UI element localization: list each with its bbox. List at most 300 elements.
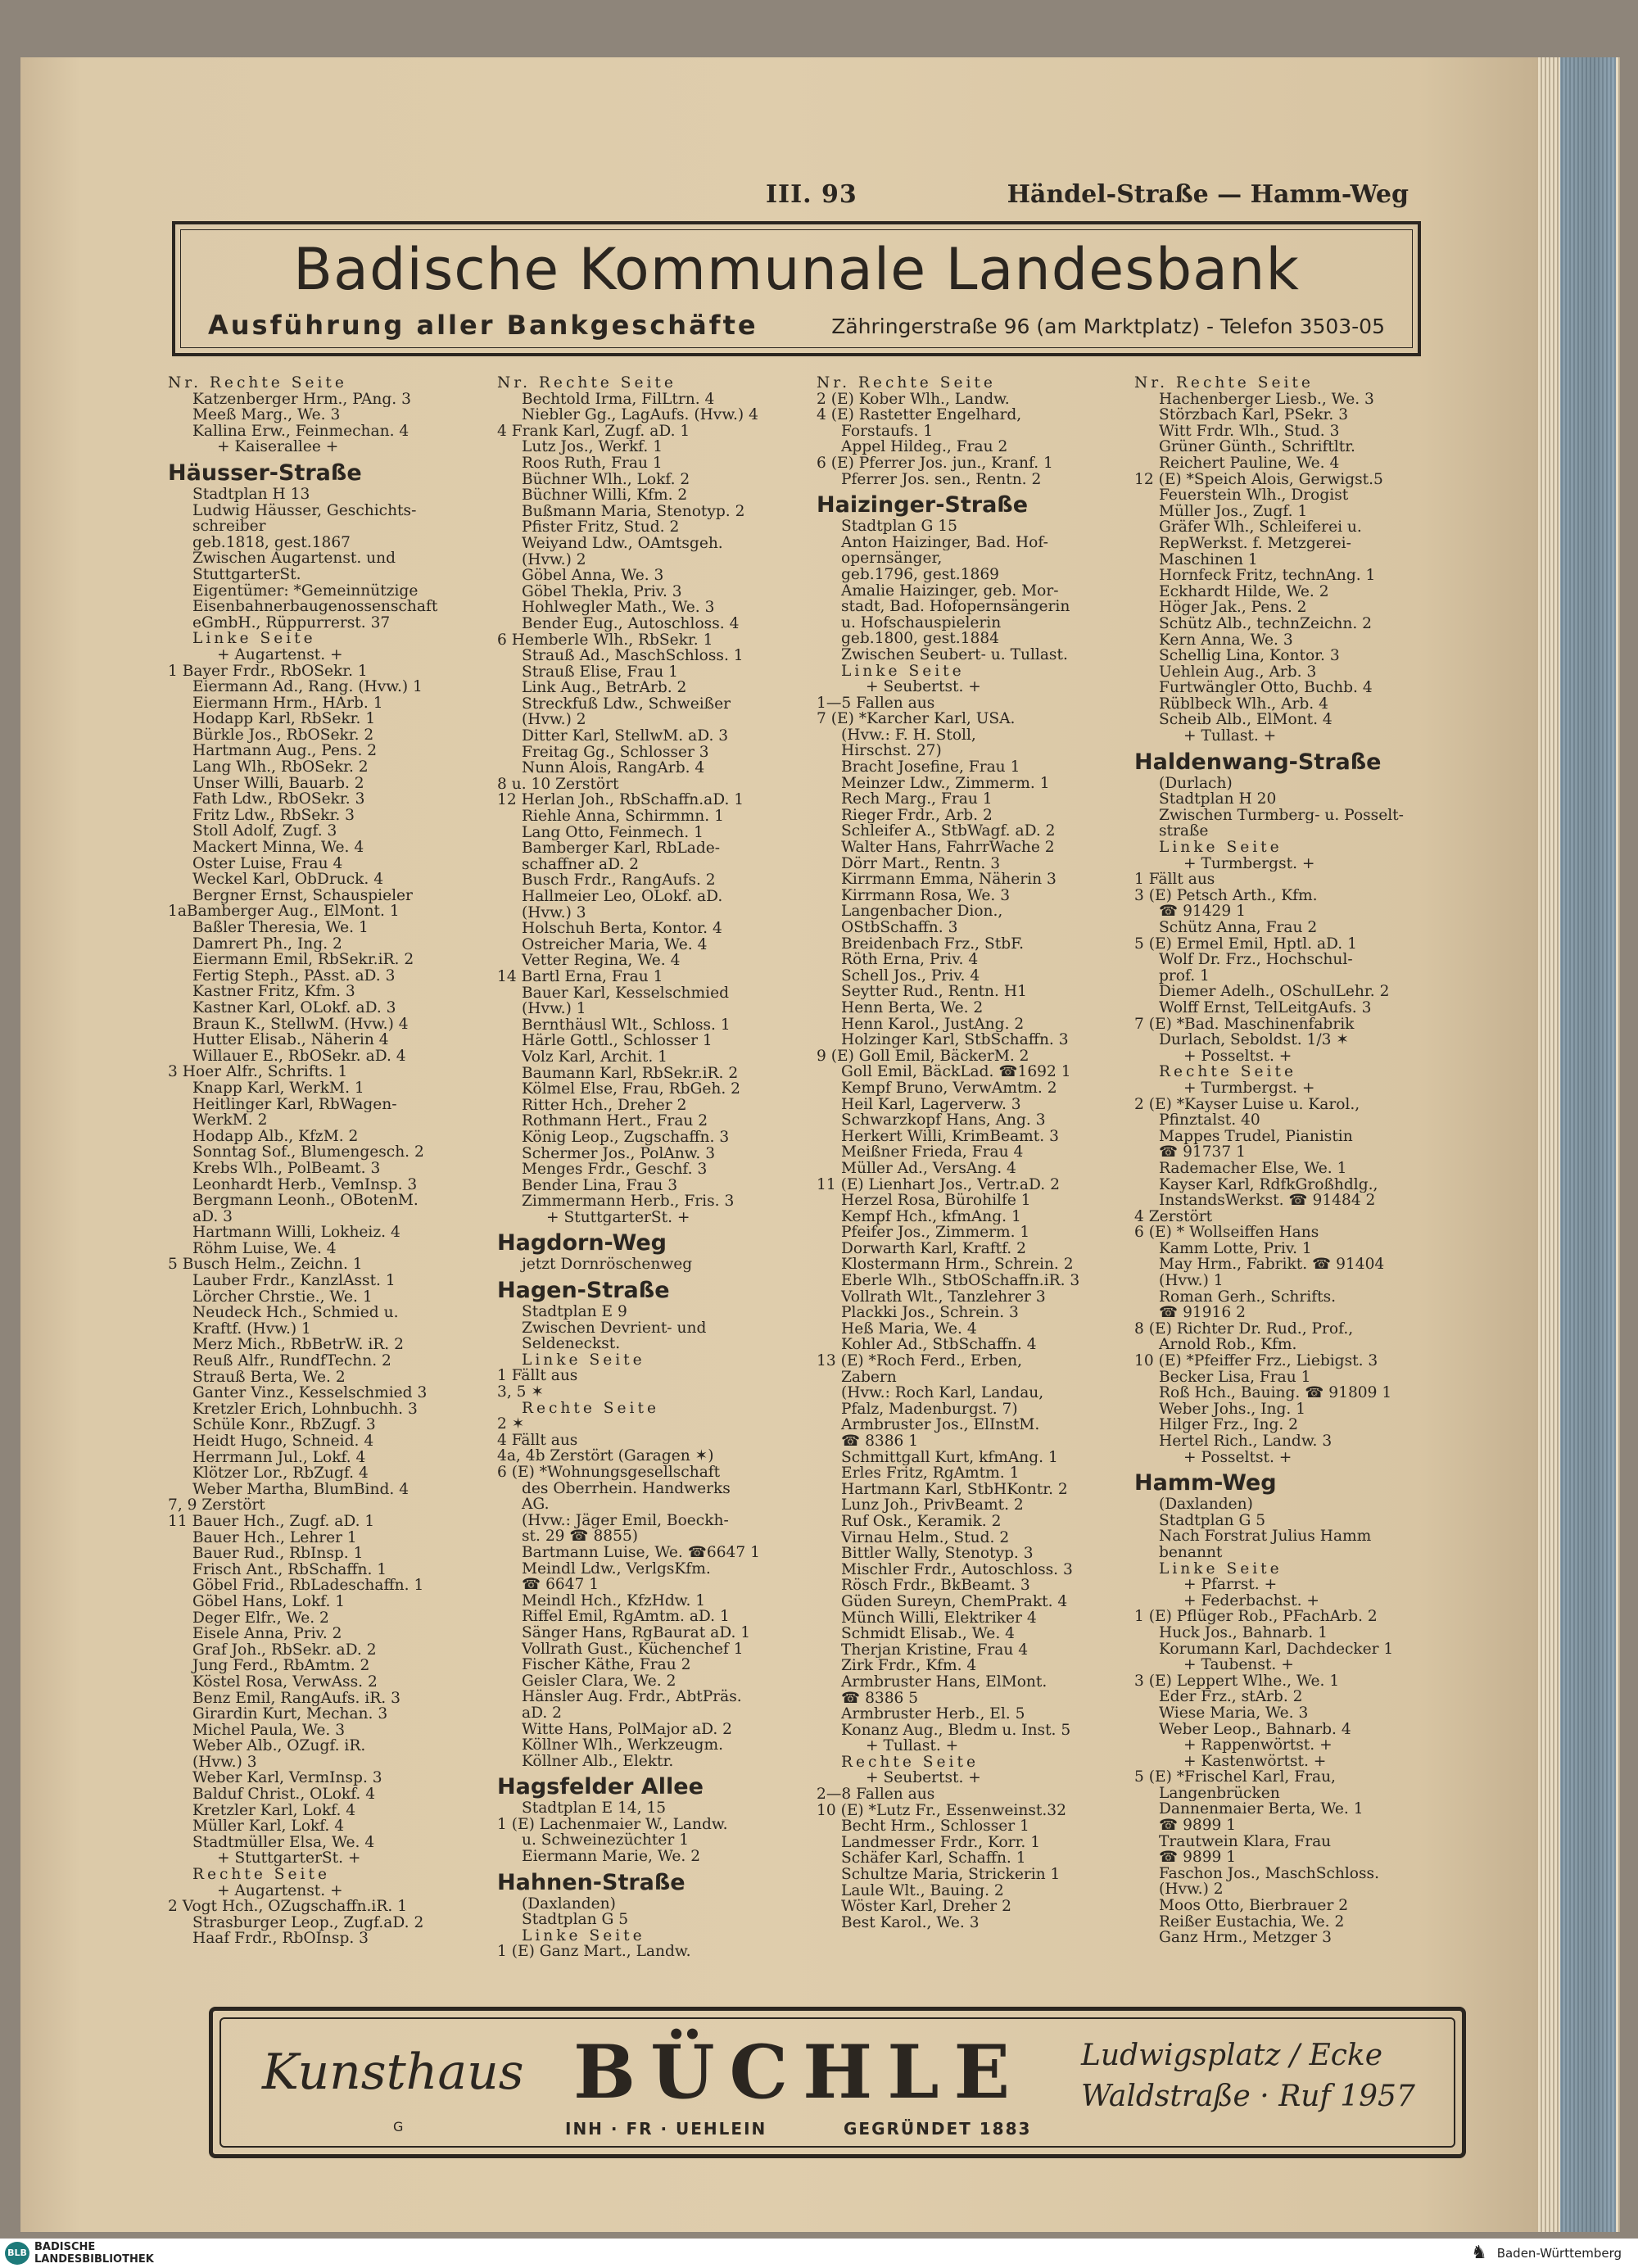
directory-entry: 7 (E) *Karcher Karl, USA. <box>817 711 1016 727</box>
directory-entry: (Hvw.: Jäger Emil, Boeckh- <box>522 1512 729 1529</box>
directory-entry: Wolf Dr. Frz., Hochschul- <box>1159 952 1353 968</box>
directory-entry: Stadtplan G 15 <box>841 518 957 535</box>
directory-entry: 10 (E) *Pfeiffer Frz., Liebigst. 3 <box>1134 1353 1378 1369</box>
directory-entry: Oster Luise, Frau 4 <box>192 855 343 872</box>
directory-entry: Stadtplan G 5 <box>1159 1512 1266 1529</box>
directory-entry: prof. 1 <box>1159 967 1210 985</box>
directory-entry: Pfister Fritz, Stud. 2 <box>522 519 680 536</box>
directory-entry: 6 (E) Pferrer Jos. jun., Kranf. 1 <box>817 455 1053 472</box>
directory-entry: Meißner Frieda, Frau 4 <box>841 1144 1024 1161</box>
directory-entry: + Posseltst. + <box>1183 1449 1292 1466</box>
directory-entry: 4 Frank Karl, Zugf. aD. 1 <box>497 423 690 440</box>
directory-entry: Witt Frdr. Wlh., Stud. 3 <box>1159 423 1340 440</box>
directory-entry: Michel Paula, We. 3 <box>192 1722 346 1739</box>
street-heading-text: Hagsfelder Allee <box>497 1774 704 1800</box>
directory-entry: Schütz Anna, Frau 2 <box>1159 920 1318 936</box>
directory-entry: Reuß Alfr., RundfTechn. 2 <box>192 1353 391 1369</box>
ad-mark: G <box>393 2119 404 2134</box>
directory-entry: 1 (E) Lachenmaier W., Landw. <box>497 1816 728 1833</box>
directory-entry: Stadtplan H 13 <box>192 486 310 503</box>
directory-entry: Eckhardt Hilde, We. 2 <box>1159 583 1329 600</box>
directory-entry: Fertig Steph., PAsst. aD. 3 <box>192 967 396 985</box>
directory-entry: Kamm Lotte, Priv. 1 <box>1159 1240 1312 1257</box>
directory-entry: u. Schweinezüchter 1 <box>522 1832 690 1849</box>
directory-entry: Kirrmann Rosa, We. 3 <box>841 887 1011 904</box>
directory-entry: + Kastenwörtst. + <box>1183 1753 1327 1770</box>
directory-entry: Münch Willi, Elektriker 4 <box>841 1609 1037 1627</box>
directory-entry: Seytter Rud., Rentn. H1 <box>841 984 1027 1000</box>
directory-entry: 6 (E) *Wohnungsgesellschaft <box>497 1464 721 1481</box>
directory-entry: Hilger Frz., Ing. 2 <box>1159 1417 1299 1433</box>
directory-entry: geb.1796, gest.1869 <box>841 566 1000 583</box>
directory-entry: Bürkle Jos., RbOSekr. 2 <box>192 727 374 744</box>
directory-entry: (Daxlanden) <box>1159 1496 1253 1513</box>
directory-entry: Bamberger Karl, RbLade- <box>522 840 721 857</box>
directory-entry: ☎ 6647 1 <box>522 1577 600 1593</box>
directory-entry: Armbruster Jos., ElInstM. <box>841 1417 1040 1433</box>
directory-entry: Güden Sureyn, ChemPrakt. 4 <box>841 1593 1068 1610</box>
directory-entry: Weber Alb., OZugf. iR. <box>192 1738 366 1754</box>
directory-entry: Anton Haizinger, Bad. Hof- <box>841 534 1048 551</box>
directory-entry: Büchner Willi, Kfm. 2 <box>522 487 688 504</box>
directory-entry: Hutter Elisab., Näherin 4 <box>192 1032 389 1048</box>
directory-entry: Fath Ldw., RbOSekr. 3 <box>192 791 365 808</box>
directory-entry: Schäfer Karl, Schaffn. 1 <box>841 1850 1026 1867</box>
directory-entry: Härle Gottl., Schlosser 1 <box>522 1033 713 1049</box>
directory-entry: Stadtplan E 14, 15 <box>522 1800 667 1817</box>
directory-entry: Bußmann Maria, Stenotyp. 2 <box>522 503 745 520</box>
directory-entry: Ruf Osk., Keramik. 2 <box>841 1513 1002 1530</box>
directory-entry: Zwischen Seubert- u. Tullast. <box>841 646 1068 663</box>
directory-entry: Hertel Rich., Landw. 3 <box>1159 1433 1333 1450</box>
directory-entry: Strauß Ad., MaschSchloss. 1 <box>522 648 744 664</box>
directory-entry: Streckfuß Ldw., Schweißer <box>522 695 731 713</box>
directory-entry: (Hvw.) 2 <box>522 712 586 729</box>
directory-entry: Girardin Kurt, Mechan. 3 <box>192 1706 388 1723</box>
directory-entry: + Turmbergst. + <box>1183 855 1315 872</box>
directory-entry: Schmittgall Kurt, kfmAng. 1 <box>841 1449 1058 1466</box>
directory-entry: Braun K., StellwM. (Hvw.) 4 <box>192 1016 409 1033</box>
directory-entry: Plackki Jos., Schrein. 3 <box>841 1305 1019 1321</box>
directory-entry: Schütz Alb., technZeichn. 2 <box>1159 615 1373 632</box>
directory-entry: Eiermann Marie, We. 2 <box>522 1849 701 1865</box>
directory-entry: Hodapp Karl, RbSekr. 1 <box>192 711 376 727</box>
directory-entry: Amalie Haizinger, geb. Mor- <box>841 582 1059 600</box>
street-heading-text: Hahnen-Straße <box>497 1869 686 1895</box>
directory-entry: Bender Lina, Frau 3 <box>522 1177 678 1194</box>
blb-line-2: LANDESBIBLIOTHEK <box>34 2253 154 2266</box>
directory-entry: Pfinztalst. 40 <box>1159 1112 1260 1129</box>
directory-entry: Bernthäusl Wlt., Schloss. 1 <box>522 1016 731 1034</box>
directory-entry: Stadtplan H 20 <box>1159 791 1277 808</box>
directory-entry: Bergner Ernst, Schauspieler <box>192 887 413 904</box>
directory-entry: 1 (E) Pflüger Rob., PFachArb. 2 <box>1134 1609 1378 1625</box>
directory-column-1 <box>168 375 491 1947</box>
directory-entry: aD. 3 <box>192 1208 233 1225</box>
directory-entry: Zwischen Augartenst. und <box>192 550 396 567</box>
directory-entry: 1 Bayer Frdr., RbOSekr. 1 <box>168 663 368 680</box>
bank-slogan: Ausführung aller Bankgeschäfte <box>208 310 758 341</box>
directory-entry: Frisch Ant., RbSchaffn. 1 <box>192 1561 387 1578</box>
directory-entry: Haaf Frdr., RbOInsp. 3 <box>192 1931 369 1947</box>
directory-entry: Mackert Minna, We. 4 <box>192 840 364 856</box>
directory-entry: 5 (E) Ermel Emil, Hptl. aD. 1 <box>1134 935 1357 953</box>
directory-entry: Schwarzkopf Hans, Ang. 3 <box>841 1112 1046 1129</box>
street-heading-text: Hagdorn-Weg <box>497 1230 667 1256</box>
directory-entry: Knapp Karl, WerkM. 1 <box>192 1080 364 1097</box>
directory-entry: Herzel Rosa, Bürohilfe 1 <box>841 1193 1031 1209</box>
directory-entry: Meindl Hch., KfzHdw. 1 <box>522 1592 706 1609</box>
directory-entry: Göbel Anna, We. 3 <box>522 568 664 584</box>
directory-entry: Bittler Wally, Stenotyp. 3 <box>841 1546 1034 1562</box>
directory-entry: schreiber <box>192 518 266 535</box>
directory-entry: InstandsWerkst. ☎ 91484 2 <box>1159 1193 1376 1209</box>
bank-name: Badische Kommunale Landesbank <box>293 236 1300 303</box>
directory-entry: Geisler Clara, We. 2 <box>522 1673 676 1690</box>
directory-entry: + StuttgarterSt. + <box>217 1850 361 1867</box>
street-heading <box>497 1273 821 1304</box>
directory-entry: Köllner Wlh., Werkzeugm. <box>522 1737 723 1754</box>
directory-entry: Östreicher Maria, We. 4 <box>522 936 708 953</box>
directory-entry: OStbSchaffn. 3 <box>841 920 958 936</box>
directory-entry: Wöster Karl, Dreher 2 <box>841 1899 1011 1915</box>
directory-entry: Stadtplan G 5 <box>522 1912 629 1928</box>
directory-entry: Herkert Willi, KrimBeamt. 3 <box>841 1128 1059 1145</box>
directory-entry: Bauer Karl, Kesselschmied <box>522 985 730 1002</box>
directory-entry: Meinzer Ldw., Zimmerm. 1 <box>841 775 1050 792</box>
directory-entry: Unser Willi, Bauarb. 2 <box>192 775 364 792</box>
directory-entry: Langenbrücken <box>1159 1785 1280 1802</box>
directory-entry: Bechtold Irma, FilLtrn. 4 <box>522 391 715 408</box>
street-heading <box>497 1225 821 1256</box>
directory-entry: Meeß Marg., We. 3 <box>192 407 341 423</box>
directory-entry: Rösch Frdr., BkBeamt. 3 <box>841 1578 1030 1594</box>
directory-entry: Moos Otto, Bierbrauer 2 <box>1159 1898 1349 1914</box>
directory-entry: 1 (E) Ganz Mart., Landw. <box>497 1944 691 1961</box>
directory-entry: u. Hofschauspielerin <box>841 614 1002 632</box>
directory-entry: Rieger Frdr., Arb. 2 <box>841 807 993 824</box>
directory-entry: ☎ 91429 1 <box>1159 903 1246 920</box>
street-heading-text: Hamm-Weg <box>1134 1470 1277 1496</box>
directory-entry: stadt, Bad. Hofopernsängerin <box>841 599 1070 615</box>
directory-entry: Müller Karl, Lokf. 4 <box>192 1818 345 1835</box>
directory-entry: Kastner Karl, OLokf. aD. 3 <box>192 999 396 1016</box>
directory-entry: Leonhardt Herb., VemInsp. 3 <box>192 1176 418 1193</box>
directory-entry: 4 Zerstört <box>1134 1208 1213 1225</box>
directory-entry: Sonntag Sof., Blumengesch. 2 <box>192 1144 424 1161</box>
directory-entry: Eiermann Emil, RbSekr.iR. 2 <box>192 952 414 968</box>
directory-entry: Lang Otto, Feinmech. 1 <box>522 824 704 841</box>
directory-entry: Arnold Rob., Kfm. <box>1159 1337 1297 1354</box>
directory-entry: + Tullast. + <box>866 1738 959 1754</box>
directory-entry: Becker Lisa, Frau 1 <box>1159 1369 1311 1386</box>
directory-entry: Lauber Frdr., KanzlAsst. 1 <box>192 1273 396 1289</box>
directory-entry: Trautwein Klara, Frau <box>1159 1833 1332 1850</box>
directory-entry: Hornfeck Fritz, technAng. 1 <box>1159 568 1376 584</box>
directory-entry: + Taubenst. + <box>1183 1657 1294 1673</box>
street-heading-text: Haldenwang-Straße <box>1134 749 1382 775</box>
directory-entry: May Hrm., Fabrikt. ☎ 91404 <box>1159 1256 1385 1274</box>
directory-entry: + Augartenst. + <box>217 1882 343 1899</box>
directory-entry: 1—5 Fallen aus <box>817 695 935 712</box>
buechle-advertisement <box>209 2007 1466 2158</box>
directory-entry: Roos Ruth, Frau 1 <box>522 455 663 472</box>
directory-entry: 1 Fällt aus <box>497 1368 578 1385</box>
directory-entry: Weber Martha, BlumBind. 4 <box>192 1481 410 1498</box>
directory-entry: 12 Herlan Joh., RbSchaffn.aD. 1 <box>497 792 744 809</box>
directory-entry: Weber Johs., Ing. 1 <box>1159 1401 1306 1418</box>
directory-entry: Graf Joh., RbSekr. aD. 2 <box>192 1641 377 1659</box>
directory-entry: Benz Emil, RangAufs. iR. 3 <box>192 1690 400 1707</box>
directory-entry: Korumann Karl, Dachdecker 1 <box>1159 1641 1394 1658</box>
directory-entry: ☎ 9899 1 <box>1159 1818 1237 1834</box>
directory-entry: Langenbacher Dion., <box>841 903 1003 920</box>
street-heading <box>1134 745 1458 776</box>
footer-bar <box>0 2239 1638 2268</box>
directory-entry: 2 ✶ <box>497 1416 525 1433</box>
directory-entry: Gräfer Wlh., Schleiferei u. <box>1159 519 1362 536</box>
directory-entry: Hodapp Alb., KfzM. 2 <box>192 1128 359 1145</box>
directory-entry: Hartmann Willi, Lokheiz. 4 <box>192 1225 400 1241</box>
directory-entry: (Hvw.) 1 <box>522 1001 586 1017</box>
directory-entry: 3 (E) Petsch Arth., Kfm. <box>1134 887 1318 904</box>
directory-entry: Breidenbach Frz., StbF. <box>841 935 1025 953</box>
directory-entry: Reißer Eustachia, We. 2 <box>1159 1913 1345 1931</box>
directory-entry: Stadtplan E 9 <box>522 1304 627 1320</box>
street-range: Händel-Straße — Hamm-Weg <box>1007 180 1409 209</box>
directory-entry: Armbruster Hans, ElMont. <box>841 1673 1048 1691</box>
directory-entry: Schüle Konr., RbZugf. 3 <box>192 1417 376 1433</box>
directory-entry: 13 (E) *Roch Ferd., Erben, <box>817 1353 1023 1369</box>
founded-line: GEGRÜNDET 1883 <box>844 2119 1032 2139</box>
directory-entry: Schultze Maria, Strickerin 1 <box>841 1867 1061 1883</box>
directory-entry: Rechte Seite <box>1159 1064 1296 1080</box>
directory-entry: Nunn Alois, RangArb. 4 <box>522 760 705 776</box>
directory-entry: Strauß Elise, Frau 1 <box>522 663 678 681</box>
directory-entry: Kayser Karl, RdfkGroßhdlg., <box>1159 1176 1378 1193</box>
directory-entry: Erles Fritz, RgAmtm. 1 <box>841 1465 1020 1482</box>
directory-entry: Bartmann Luise, We. ☎6647 1 <box>522 1544 760 1561</box>
directory-entry: 2—8 Fallen aus <box>817 1786 935 1803</box>
directory-entry: 8 u. 10 Zerstört <box>497 776 619 793</box>
directory-entry: Bauer Rud., RbInsp. 1 <box>192 1546 364 1562</box>
directory-entry: + Seubertst. + <box>866 679 981 695</box>
bank-address: Zähringerstraße 96 (am Marktplatz) - Telefon 3503-05 <box>831 315 1385 338</box>
directory-entry: Baßler Theresia, We. 1 <box>192 920 369 936</box>
directory-entry: Ganz Hrm., Metzger 3 <box>1159 1930 1332 1946</box>
directory-entry: Ritter Hch., Dreher 2 <box>522 1097 687 1114</box>
directory-entry: Rademacher Else, We. 1 <box>1159 1160 1347 1177</box>
directory-entry: 3 (E) Leppert Wlhe., We. 1 <box>1134 1673 1340 1690</box>
directory-entry: + Posseltst. + <box>1183 1048 1292 1065</box>
directory-entry: Menges Frdr., Geschf. 3 <box>522 1161 708 1178</box>
directory-entry: ☎ 8386 1 <box>841 1433 919 1450</box>
directory-entry: Riehle Anna, Schirmmn. 1 <box>522 808 724 825</box>
directory-entry: Strauß Berta, We. 2 <box>192 1369 346 1386</box>
ad-address-line-2: Waldstraße · Ruf 1957 <box>1081 2080 1415 2113</box>
bw-label[interactable]: Baden-Württemberg <box>1496 2246 1622 2261</box>
directory-entry: Appel Hildeg., Frau 2 <box>841 439 1008 455</box>
directory-entry: 11 Bauer Hch., Zugf. aD. 1 <box>168 1513 375 1530</box>
directory-entry: Henn Karol., JustAng. 2 <box>841 1016 1025 1033</box>
directory-entry: Eigentümer: *Gemeinnützige <box>192 582 419 600</box>
directory-entry: Herrmann Jul., Lokf. 4 <box>192 1449 366 1466</box>
directory-entry: Ludwig Häusser, Geschichts- <box>192 502 417 519</box>
directory-entry: Strasburger Leop., Zugf.aD. 2 <box>192 1914 424 1931</box>
directory-entry: WerkM. 2 <box>192 1112 268 1129</box>
directory-entry: Damrert Ph., Ing. 2 <box>192 935 342 953</box>
directory-entry: Kallina Erw., Feinmechan. 4 <box>192 423 410 440</box>
directory-entry: Forstaufs. 1 <box>841 423 934 440</box>
directory-entry: opernsänger, <box>841 550 943 567</box>
street-heading-text: Hagen-Straße <box>497 1278 670 1304</box>
directory-entry: 4a, 4b Zerstört (Garagen ✶) <box>497 1448 714 1464</box>
street-heading-text: Häusser-Straße <box>168 459 362 486</box>
coat-of-arms-icon: ♞ <box>1471 2243 1487 2263</box>
directory-entry: 3, 5 ✶ <box>497 1384 544 1401</box>
directory-entry: 14 Bartl Erna, Frau 1 <box>497 968 663 985</box>
directory-entry: Pfalz, Madenburgst. 7) <box>841 1401 1018 1418</box>
directory-entry: Nr. Rechte Seite <box>817 375 996 392</box>
directory-entry: Hirschst. 27) <box>841 743 942 760</box>
directory-entry: Eisenbahnerbaugenossenschaft <box>192 599 438 615</box>
directory-entry: Wiese Maria, We. 3 <box>1159 1704 1309 1722</box>
directory-entry: Krebs Wlh., PolBeamt. 3 <box>192 1160 381 1177</box>
directory-entry: 2 (E) Kober Wlh., Landw. <box>817 391 1010 408</box>
directory-entry: König Leop., Zugschaffn. 3 <box>522 1129 730 1146</box>
directory-entry: Röhm Luise, We. 4 <box>192 1240 337 1257</box>
directory-entry: (Hvw.) 2 <box>1159 1881 1224 1899</box>
blb-line-1: BADISCHE <box>34 2241 96 2253</box>
blb-logo-icon[interactable]: BLB <box>5 2242 29 2265</box>
directory-entry: Reichert Pauline, We. 4 <box>1159 455 1340 472</box>
directory-entry: Kraftf. (Hvw.) 1 <box>192 1320 311 1338</box>
directory-entry: Holschuh Berta, Kontor. 4 <box>522 921 722 937</box>
directory-entry: Kölmel Else, Frau, RbGeh. 2 <box>522 1081 740 1098</box>
directory-entry: Scheib Alb., ElMont. 4 <box>1159 712 1333 729</box>
directory-entry: Merz Mich., RbBetrW. iR. 2 <box>192 1337 404 1354</box>
directory-entry: Klostermann Hrm., Schrein. 2 <box>841 1256 1074 1274</box>
directory-entry: 6 (E) * Wollseiffen Hans <box>1134 1225 1319 1241</box>
directory-entry: Bauer Hch., Lehrer 1 <box>192 1529 357 1546</box>
directory-entry: Hänsler Aug. Frdr., AbtPräs. <box>522 1689 742 1705</box>
directory-entry: schaffner aD. 2 <box>522 856 639 873</box>
directory-entry: Nach Forstrat Julius Hamm <box>1159 1528 1372 1545</box>
directory-entry: + Rappenwörtst. + <box>1183 1737 1333 1754</box>
directory-entry: Pfeifer Jos., Zimmerm. 1 <box>841 1225 1030 1241</box>
directory-entry: Freitag Gg., Schlosser 3 <box>522 744 709 761</box>
directory-entry: eGmbH., Rüppurrerst. 37 <box>192 614 391 632</box>
directory-entry: Jung Ferd., RbAmtm. 2 <box>192 1658 370 1674</box>
directory-entry: 12 (E) *Speich Alois, Gerwigst.5 <box>1134 471 1383 488</box>
directory-entry: Höger Jak., Pens. 2 <box>1159 600 1307 616</box>
directory-entry: Durlach, Seboldst. 1/3 ✶ <box>1159 1032 1349 1048</box>
directory-entry: des Oberrhein. Handwerks <box>522 1480 731 1497</box>
directory-entry: 4 (E) Rastetter Engelhard, <box>817 407 1022 423</box>
directory-entry: Kern Anna, We. 3 <box>1159 632 1293 649</box>
directory-entry: Heil Karl, Lagerverw. 3 <box>841 1096 1021 1113</box>
directory-entry: Wolff Ernst, TelLeitgAufs. 3 <box>1159 999 1372 1016</box>
directory-entry: Huck Jos., Bahnarb. 1 <box>1159 1624 1328 1641</box>
directory-entry: Eder Frz., stArb. 2 <box>1159 1689 1303 1705</box>
directory-entry: + Augartenst. + <box>217 646 343 663</box>
directory-entry: Rüblbeck Wlh., Arb. 4 <box>1159 695 1328 713</box>
directory-entry: 8 (E) Richter Dr. Rud., Prof., <box>1134 1320 1354 1338</box>
directory-entry: Müller Ad., VersAng. 4 <box>841 1160 1016 1177</box>
directory-entry: Holzinger Karl, StbSchaffn. 3 <box>841 1032 1069 1048</box>
directory-entry: Virnau Helm., Stud. 2 <box>841 1529 1010 1546</box>
directory-entry: Hartmann Karl, StbHKontr. 2 <box>841 1481 1068 1498</box>
directory-entry: 5 Busch Helm., Zeichn. 1 <box>168 1256 363 1274</box>
directory-entry: Walter Hans, FahrrWache 2 <box>841 840 1055 856</box>
directory-entry: 1 Fällt aus <box>1134 871 1215 888</box>
directory-entry: Hallmeier Leo, OLokf. aD. <box>522 889 723 905</box>
street-heading <box>497 1769 821 1800</box>
directory-entry: Heß Maria, We. 4 <box>841 1320 977 1338</box>
directory-entry: Rechte Seite <box>841 1754 979 1771</box>
ad-address-line-1: Ludwigsplatz / Ecke <box>1081 2039 1383 2072</box>
directory-entry: Linke Seite <box>522 1927 645 1944</box>
kunsthaus-label: Kunsthaus <box>262 2044 524 2101</box>
directory-entry: 2 (E) *Kayser Luise u. Karol., <box>1134 1096 1360 1113</box>
directory-entry: Dorwarth Karl, Kraftf. 2 <box>841 1240 1026 1257</box>
directory-entry: Henn Berta, We. 2 <box>841 999 984 1016</box>
directory-entry: Köllner Alb., Elektr. <box>522 1753 674 1770</box>
directory-entry: Büchner Wlh., Lokf. 2 <box>522 471 690 488</box>
directory-entry: 10 (E) *Lutz Fr., Essenweinst.32 <box>817 1802 1066 1819</box>
directory-entry: Eisele Anna, Priv. 2 <box>192 1626 342 1642</box>
directory-entry: Rechte Seite <box>192 1867 330 1883</box>
book-cover-edge <box>1560 57 1616 2232</box>
directory-entry: Eberle Wlh., StbOSchaffn.iR. 3 <box>841 1273 1080 1289</box>
directory-entry: Fritz Ldw., RbSekr. 3 <box>192 807 355 824</box>
directory-entry: StuttgarterSt. <box>192 566 301 583</box>
directory-entry: Linke Seite <box>841 663 965 680</box>
directory-entry: Lang Wlh., RbOSekr. 2 <box>192 759 369 776</box>
blb-name[interactable] <box>34 2241 154 2266</box>
directory-entry: Goll Emil, BäckLad. ☎1692 1 <box>841 1064 1071 1080</box>
directory-entry: Lutz Jos., Werkf. 1 <box>522 439 663 455</box>
directory-entry: Ditter Karl, StellwM. aD. 3 <box>522 728 729 745</box>
directory-entry: Weber Karl, VermInsp. 3 <box>192 1770 382 1787</box>
directory-entry: Nr. Rechte Seite <box>168 375 347 392</box>
directory-entry: Becht Hrm., Schlosser 1 <box>841 1818 1029 1835</box>
directory-entry: Lunz Joh., PrivBeamt. 2 <box>841 1497 1024 1514</box>
directory-entry: Hachenberger Liesb., We. 3 <box>1159 391 1374 408</box>
directory-entry: benannt <box>1159 1544 1223 1561</box>
directory-entry: Eiermann Hrm., HArb. 1 <box>192 695 383 712</box>
directory-entry: jetzt Dornröschenweg <box>522 1256 693 1274</box>
directory-entry: 6 Hemberle Wlh., RbSekr. 1 <box>497 632 713 649</box>
directory-entry: Göbel Hans, Lokf. 1 <box>192 1593 346 1610</box>
directory-entry: Sänger Hans, RgBaurat aD. 1 <box>522 1624 751 1641</box>
directory-entry: Hartmann Aug., Pens. 2 <box>192 743 378 760</box>
directory-entry: Ganter Vinz., Kesselschmied 3 <box>192 1385 428 1401</box>
street-heading <box>168 455 491 487</box>
directory-entry: (Hvw.: F. H. Stoll, <box>841 727 976 744</box>
directory-entry: Schermer Jos., PolAnw. 3 <box>522 1145 716 1162</box>
directory-entry: Eiermann Ad., Rang. (Hvw.) 1 <box>192 679 423 695</box>
directory-entry: Konanz Aug., Bledm u. Inst. 5 <box>841 1722 1071 1739</box>
directory-entry: Katzenberger Hrm., PAng. 3 <box>192 391 411 408</box>
directory-entry: Kretzler Erich, Lohnbuchh. 3 <box>192 1401 418 1418</box>
directory-entry: Kohler Ad., StbSchaffn. 4 <box>841 1337 1037 1354</box>
directory-entry: Zwischen Devrient- und <box>522 1320 707 1337</box>
directory-entry: Zimmermann Herb., Fris. 3 <box>522 1193 735 1210</box>
directory-entry: Therjan Kristine, Frau 4 <box>841 1641 1029 1659</box>
directory-entry: Bergmann Leonh., OBotenM. <box>192 1193 419 1209</box>
directory-entry: Pferrer Jos. sen., Rentn. 2 <box>841 471 1042 488</box>
